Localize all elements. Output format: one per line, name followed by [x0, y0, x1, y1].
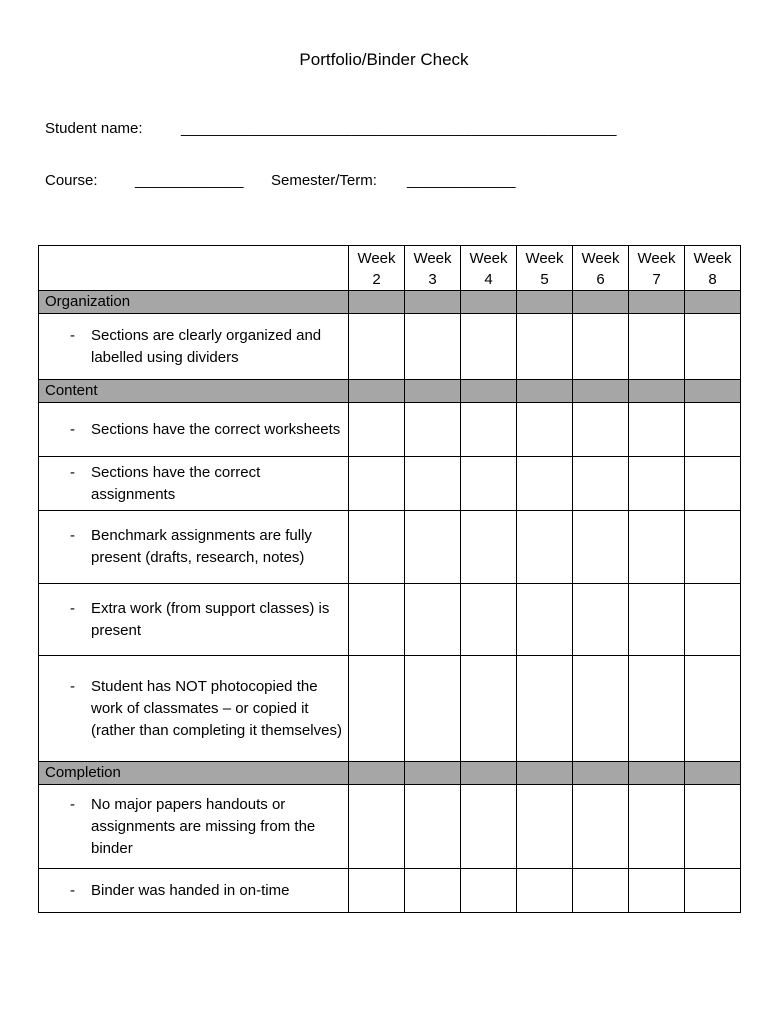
check-cell-week-4[interactable] — [461, 785, 517, 869]
criterion-item — [39, 598, 348, 642]
check-cell-week-2[interactable] — [349, 403, 405, 457]
check-cell-week-7[interactable] — [629, 869, 685, 913]
section-shade-cell — [629, 762, 685, 785]
check-cell-week-6[interactable] — [573, 656, 629, 762]
check-cell-week-2[interactable] — [349, 511, 405, 584]
check-cell-week-4[interactable] — [461, 584, 517, 656]
section-shade-cell — [405, 380, 461, 403]
check-cell-week-3[interactable] — [405, 785, 461, 869]
section-shade-cell — [517, 291, 573, 314]
section-shade-cell — [629, 380, 685, 403]
check-cell-week-5[interactable] — [517, 869, 573, 913]
check-cell-week-5[interactable] — [517, 511, 573, 584]
check-cell-week-3[interactable] — [405, 314, 461, 380]
table-row — [39, 785, 741, 869]
check-cell-week-7[interactable] — [629, 314, 685, 380]
criterion-item — [39, 325, 348, 369]
column-header-week-7: Week 7 — [629, 246, 685, 291]
check-cell-week-2[interactable] — [349, 584, 405, 656]
criterion-cell — [39, 584, 349, 656]
check-cell-week-3[interactable] — [405, 511, 461, 584]
section-shade-cell — [573, 762, 629, 785]
check-cell-week-4[interactable] — [461, 457, 517, 511]
table-row — [39, 403, 741, 457]
student-name-row — [0, 119, 768, 139]
table-row — [39, 869, 741, 913]
criterion-cell — [39, 785, 349, 869]
criterion-text: Sections are clearly organized and labelled using dividers — [91, 326, 322, 366]
section-shade-cell — [517, 380, 573, 403]
table-row — [39, 584, 741, 656]
criterion-item — [39, 419, 348, 441]
check-cell-week-3[interactable] — [405, 656, 461, 762]
check-cell-week-2[interactable] — [349, 785, 405, 869]
check-cell-week-4[interactable] — [461, 511, 517, 584]
check-cell-week-3[interactable] — [405, 403, 461, 457]
section-shade-cell — [461, 380, 517, 403]
criterion-text: Binder was handed in on-time — [91, 881, 290, 899]
bullet-dash: - — [70, 795, 75, 813]
column-header-week-2: Week 2 — [349, 246, 405, 291]
course-row — [0, 171, 768, 191]
criterion-text: Student has NOT photocopied the work of classmates – or copied it (rather than completing it themselves) — [91, 677, 342, 739]
section-shade-cell — [349, 380, 405, 403]
check-cell-week-6[interactable] — [573, 403, 629, 457]
check-cell-week-6[interactable] — [573, 869, 629, 913]
section-shade-cell — [517, 762, 573, 785]
page-title: Portfolio/Binder Check — [299, 50, 469, 69]
check-cell-week-8[interactable] — [685, 869, 741, 913]
bullet-dash: - — [70, 527, 75, 544]
section-label: Content — [39, 380, 349, 403]
check-cell-week-7[interactable] — [629, 511, 685, 584]
section-shade-cell — [685, 291, 741, 314]
column-header-week-4: Week 4 — [461, 246, 517, 291]
student-name-label: Student name: — [45, 120, 143, 137]
section-shade-cell — [349, 762, 405, 785]
section-row — [39, 762, 741, 785]
section-shade-cell — [573, 380, 629, 403]
course-label: Course: — [45, 172, 98, 189]
column-header-week-8: Week 8 — [685, 246, 741, 291]
table-row — [39, 457, 741, 511]
criterion-text: Extra work (from support classes) is present — [91, 599, 330, 639]
section-label: Completion — [39, 762, 349, 785]
criterion-item — [39, 794, 348, 860]
bullet-dash: - — [70, 599, 75, 617]
check-cell-week-5[interactable] — [517, 656, 573, 762]
column-header-week-5: Week 5 — [517, 246, 573, 291]
check-cell-week-6[interactable] — [573, 584, 629, 656]
check-cell-week-4[interactable] — [461, 656, 517, 762]
check-cell-week-8[interactable] — [685, 584, 741, 656]
criterion-text: No major papers handouts or assignments are missing from the binder — [91, 795, 316, 857]
criterion-item — [39, 525, 348, 569]
criterion-cell — [39, 403, 349, 457]
section-label: Organization — [39, 291, 349, 314]
check-cell-week-8[interactable] — [685, 403, 741, 457]
check-cell-week-5[interactable] — [517, 457, 573, 511]
check-cell-week-7[interactable] — [629, 656, 685, 762]
check-cell-week-7[interactable] — [629, 785, 685, 869]
binder-check-table — [38, 245, 741, 913]
check-cell-week-5[interactable] — [517, 785, 573, 869]
check-cell-week-3[interactable] — [405, 584, 461, 656]
check-cell-week-8[interactable] — [685, 314, 741, 380]
criterion-text: Benchmark assignments are fully present (drafts, research, notes) — [91, 527, 312, 566]
student-name-field[interactable]: ___________________________________________________ — [181, 120, 617, 137]
check-cell-week-2[interactable] — [349, 314, 405, 380]
check-cell-week-6[interactable] — [573, 314, 629, 380]
check-cell-week-8[interactable] — [685, 785, 741, 869]
check-cell-week-3[interactable] — [405, 869, 461, 913]
check-cell-week-4[interactable] — [461, 869, 517, 913]
check-cell-week-2[interactable] — [349, 869, 405, 913]
header-row — [39, 246, 741, 291]
header-blank-cell — [39, 246, 349, 291]
criterion-cell — [39, 314, 349, 380]
check-cell-week-8[interactable] — [685, 511, 741, 584]
criterion-cell — [39, 869, 349, 913]
column-header-week-6: Week 6 — [573, 246, 629, 291]
bullet-dash: - — [70, 420, 75, 438]
criterion-cell — [39, 656, 349, 762]
semester-field[interactable]: _____________ — [407, 172, 516, 189]
semester-label: Semester/Term: — [271, 172, 377, 189]
section-row — [39, 380, 741, 403]
check-cell-week-3[interactable] — [405, 457, 461, 511]
section-shade-cell — [349, 291, 405, 314]
criterion-cell — [39, 511, 349, 584]
bullet-dash: - — [70, 326, 75, 344]
section-shade-cell — [405, 291, 461, 314]
check-cell-week-5[interactable] — [517, 314, 573, 380]
criterion-item — [39, 880, 348, 902]
section-shade-cell — [461, 291, 517, 314]
check-cell-week-4[interactable] — [461, 403, 517, 457]
column-header-week-3: Week 3 — [405, 246, 461, 291]
section-shade-cell — [461, 762, 517, 785]
check-cell-week-7[interactable] — [629, 584, 685, 656]
criterion-text: Sections have the correct worksheets — [91, 420, 341, 438]
section-shade-cell — [685, 380, 741, 403]
check-cell-week-8[interactable] — [685, 656, 741, 762]
course-field[interactable]: _____________ — [135, 172, 244, 189]
table-row — [39, 314, 741, 380]
bullet-dash: - — [70, 881, 75, 899]
criterion-text: Sections have the correct assignments — [91, 463, 261, 503]
criterion-item — [39, 676, 348, 742]
check-cell-week-7[interactable] — [629, 457, 685, 511]
bullet-dash: - — [70, 677, 75, 695]
check-cell-week-5[interactable] — [517, 584, 573, 656]
check-cell-week-5[interactable] — [517, 403, 573, 457]
check-cell-week-6[interactable] — [573, 511, 629, 584]
check-cell-week-8[interactable] — [685, 457, 741, 511]
bullet-dash: - — [70, 463, 75, 481]
check-cell-week-4[interactable] — [461, 314, 517, 380]
criterion-item — [39, 462, 348, 506]
check-cell-week-2[interactable] — [349, 656, 405, 762]
table-row — [39, 511, 741, 584]
section-shade-cell — [573, 291, 629, 314]
check-cell-week-6[interactable] — [573, 457, 629, 511]
section-shade-cell — [629, 291, 685, 314]
section-shade-cell — [405, 762, 461, 785]
table-row — [39, 656, 741, 762]
check-cell-week-6[interactable] — [573, 785, 629, 869]
section-shade-cell — [685, 762, 741, 785]
check-cell-week-7[interactable] — [629, 403, 685, 457]
criterion-cell — [39, 457, 349, 511]
check-cell-week-2[interactable] — [349, 457, 405, 511]
section-row — [39, 291, 741, 314]
